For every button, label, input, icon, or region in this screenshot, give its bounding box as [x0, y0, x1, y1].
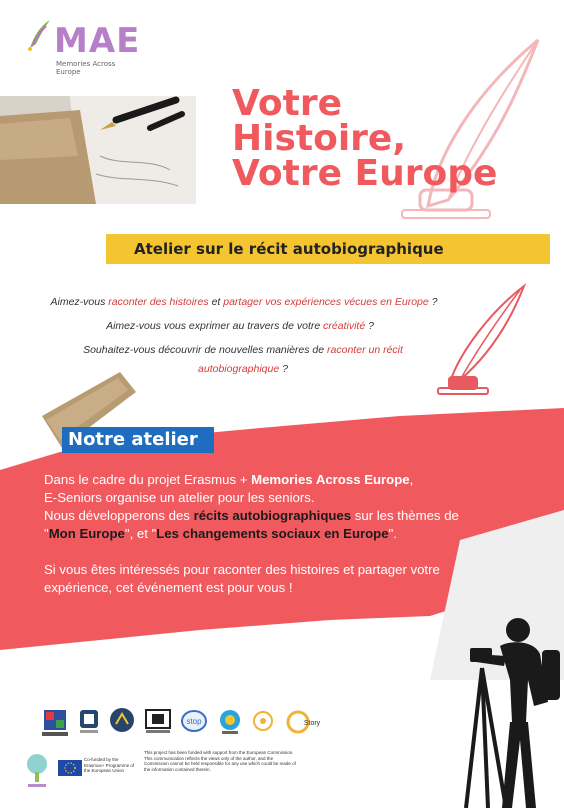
photographer-silhouette: [430, 610, 564, 808]
question-2: Aimez-vous vous exprimer au travers de votre créativité ?: [106, 320, 374, 332]
desc-line-3: Nous développerons des récits autobiographiques sur les thèmes de: [44, 508, 459, 523]
workshop-banner: [106, 234, 550, 264]
logo-text: MAE: [54, 21, 141, 61]
eu-flag-icon: [58, 760, 82, 776]
desc-line-6: expérience, cet événement est pour vous !: [44, 580, 293, 595]
desc-line-4: "Mon Europe", et "Les changements sociaux en Europe".: [44, 526, 397, 541]
title-line-3: Votre Europe: [232, 153, 498, 194]
workshop-description: [44, 471, 514, 597]
funding-text: Co-funded by the Erasmus+ Programme of the European Union: [84, 757, 135, 773]
stop-logo-icon: [180, 708, 208, 734]
tree-logo-icon: [22, 750, 52, 790]
section-heading: Notre atelier: [62, 427, 214, 453]
page-title: [232, 83, 532, 194]
stop-logo-text: stop: [186, 717, 202, 726]
partner-logo-icon: [218, 708, 242, 736]
partner-logo-icon: [252, 710, 274, 734]
pen-paper-photo: [0, 96, 196, 204]
title-line-2: Histoire,: [232, 118, 407, 159]
title-line-1: Votre: [232, 83, 343, 124]
desc-line-5: Si vous êtes intéressés pour raconter des histoires et partager votre: [44, 562, 440, 577]
question-3-continued: autobiographique ?: [198, 363, 288, 375]
story-logo-icon: [286, 710, 326, 734]
mae-logo: [20, 14, 141, 76]
disclaimer-text: This project has been funded with support from the European Commission. This communication reflects the views only of the author, and the Commission cannot be held responsible for any use which could be made of the information contained therein.: [144, 750, 296, 772]
story-logo-text: Story: [303, 720, 321, 727]
question-1: Aimez-vous raconter des histoires et partager vos expériences vécues en Europe ?: [50, 296, 438, 308]
quill-logo-icon: [26, 18, 52, 52]
partner-logo-icon: [78, 708, 100, 738]
desc-line-2: E-Seniors organise un atelier pour les seniors.: [44, 490, 315, 505]
logo-subtitle: Memories Across Europe: [56, 60, 116, 76]
desc-line-1: Dans le cadre du projet Erasmus + Memories Across Europe,: [44, 472, 414, 487]
question-3: Souhaitez-vous découvrir de nouvelles manières de raconter un récit: [83, 344, 403, 356]
partner-logo-icon: [108, 706, 136, 734]
partner-logo-icon: [40, 708, 70, 740]
partner-logo-icon: [144, 708, 172, 734]
banner-text: Atelier sur le récit autobiographique: [134, 240, 444, 258]
